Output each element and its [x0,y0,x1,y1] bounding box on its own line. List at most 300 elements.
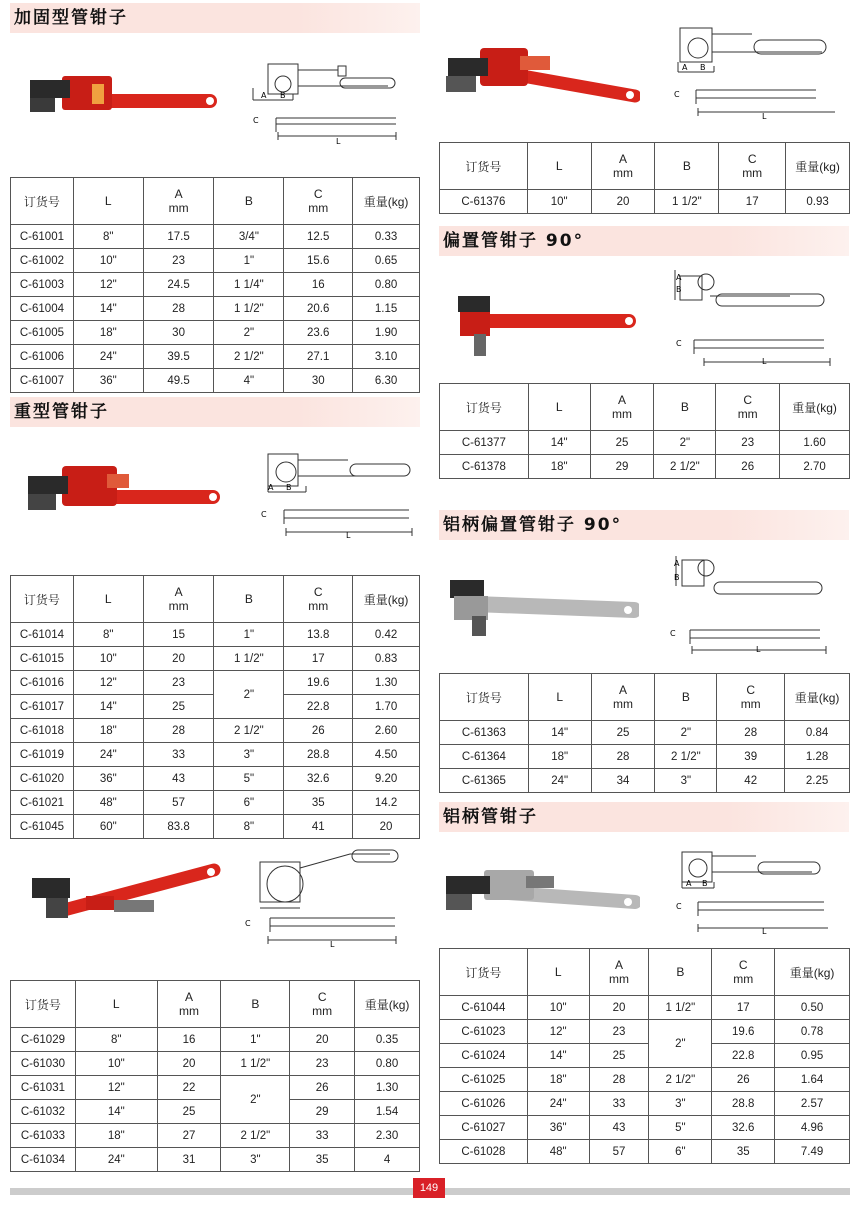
table-row [11,321,420,345]
cell-a: 31 [157,1148,221,1172]
cell-l: 14" [528,721,591,745]
cell-c: 26 [284,719,353,743]
cell-a: 22 [157,1076,221,1100]
label-b: B [286,483,292,492]
table-row [11,743,420,767]
cell-a: 16 [157,1028,221,1052]
cell-order-no: C-61376 [440,190,528,214]
cell-weight: 0.95 [775,1044,850,1068]
col-a: A mm [143,178,214,225]
cell-l: 18" [73,321,143,345]
label-a: A [268,483,274,492]
cell-b: 2" [649,1020,712,1068]
cell-a: 17.5 [143,225,214,249]
cell-weight: 2.70 [780,455,850,479]
cell-b: 1 1/2" [649,996,712,1020]
wrench-red-straight-image [22,68,222,128]
table-row [11,273,420,297]
label-b: B [702,879,708,888]
cell-a: 83.8 [143,815,214,839]
table-row [440,190,850,214]
col-a: A mm [143,576,214,623]
cell-c: 26 [712,1068,775,1092]
cell-order-no: C-61032 [11,1100,76,1124]
dimension-diagram [670,268,835,366]
dimension-diagram [674,842,834,936]
cell-c: 15.6 [284,249,353,273]
col-c: C mm [717,674,785,721]
cell-weight: 20 [353,815,420,839]
cell-b: 2 1/2" [214,345,284,369]
table-row [11,671,420,695]
cell-l: 14" [528,431,590,455]
cell-weight: 0.83 [353,647,420,671]
wrench-red-offset-image [24,860,224,932]
col-b: B [214,178,284,225]
col-b: B [654,384,716,431]
label-a: A [674,559,680,568]
table-row [11,345,420,369]
cell-l: 10" [73,249,143,273]
cell-l: 14" [73,695,143,719]
col-order-no: 订货号 [440,384,529,431]
cell-a: 15 [143,623,214,647]
wrench-red-offset90-image [448,290,643,360]
cell-c: 35 [290,1148,355,1172]
section-title-offset90: 偏置管钳子 90° [439,226,849,256]
cell-l: 48" [73,791,143,815]
cell-a: 23 [143,249,214,273]
cell-a: 28 [143,297,214,321]
cell-l: 36" [73,369,143,393]
cell-order-no: C-61024 [440,1044,528,1068]
table-row [11,791,420,815]
dimension-diagram [258,448,418,540]
cell-order-no: C-61026 [440,1092,528,1116]
cell-b: 5" [214,767,284,791]
col-c: C mm [719,143,786,190]
cell-c: 27.1 [284,345,353,369]
cell-b: 2 1/2" [655,745,717,769]
cell-order-no: C-61028 [440,1140,528,1164]
label-l: L [762,927,767,936]
wrench-red-heavy-image [22,462,222,524]
cell-a: 49.5 [143,369,214,393]
cell-order-no: C-61029 [11,1028,76,1052]
cell-weight: 1.30 [355,1076,420,1100]
table-row [11,719,420,743]
col-b: B [655,143,719,190]
label-c: C [674,90,680,99]
cell-a: 33 [589,1092,649,1116]
cell-b: 1" [214,623,284,647]
table-row [440,996,850,1020]
cell-order-no: C-61030 [11,1052,76,1076]
cell-a: 43 [143,767,214,791]
cell-order-no: C-61015 [11,647,74,671]
table-row [11,815,420,839]
cell-order-no: C-61045 [11,815,74,839]
cell-b: 2 1/2" [649,1068,712,1092]
col-l: L [528,384,590,431]
label-b: B [676,285,682,294]
col-l: L [528,674,591,721]
cell-b: 2" [655,721,717,745]
cell-b: 2 1/2" [221,1124,290,1148]
cell-c: 30 [284,369,353,393]
cell-weight: 0.65 [353,249,420,273]
cell-order-no: C-61005 [11,321,74,345]
cell-weight: 0.42 [353,623,420,647]
cell-a: 33 [143,743,214,767]
cell-a: 25 [157,1100,221,1124]
page-number: 149 [413,1178,445,1198]
cell-weight: 1.15 [353,297,420,321]
cell-b: 2" [654,431,716,455]
cell-c: 20 [290,1028,355,1052]
spec-table-alu-offset90 [439,673,850,793]
table-row [11,623,420,647]
table-row [11,1148,420,1172]
cell-weight: 1.54 [355,1100,420,1124]
dimension-diagram [240,848,402,948]
col-c: C mm [284,178,353,225]
spec-table-reinforced [10,177,420,393]
cell-order-no: C-61006 [11,345,74,369]
cell-l: 36" [527,1116,589,1140]
table-row [440,1020,850,1044]
cell-a: 25 [143,695,214,719]
label-b: B [674,573,680,582]
col-l: L [527,949,589,996]
col-order-no: 订货号 [440,949,528,996]
label-a: A [676,273,682,282]
cell-l: 12" [527,1020,589,1044]
cell-b: 5" [649,1116,712,1140]
cell-weight: 7.49 [775,1140,850,1164]
table-row [11,767,420,791]
table-row [11,1076,420,1100]
col-l: L [73,576,143,623]
cell-l: 18" [527,1068,589,1092]
col-order-no: 订货号 [11,178,74,225]
table-row [11,225,420,249]
cell-c: 32.6 [284,767,353,791]
col-weight: 重量(kg) [780,384,850,431]
cell-c: 17 [719,190,786,214]
cell-b: 2 1/2" [214,719,284,743]
cell-l: 10" [75,1052,157,1076]
cell-order-no: C-61034 [11,1148,76,1172]
cell-weight: 1.30 [353,671,420,695]
cell-l: 14" [75,1100,157,1124]
cell-order-no: C-61014 [11,623,74,647]
cell-a: 24.5 [143,273,214,297]
section-title-alu: 铝柄管钳子 [439,802,849,832]
cell-c: 22.8 [284,695,353,719]
cell-weight: 4 [355,1148,420,1172]
col-weight: 重量(kg) [353,576,420,623]
cell-order-no: C-61033 [11,1124,76,1148]
cell-weight: 0.35 [355,1028,420,1052]
cell-a: 20 [157,1052,221,1076]
col-c: C mm [716,384,780,431]
cell-l: 24" [527,1092,589,1116]
cell-b: 1" [214,249,284,273]
cell-l: 8" [73,225,143,249]
label-l: L [762,357,767,366]
table-row [440,431,850,455]
cell-b: 6" [649,1140,712,1164]
cell-a: 29 [590,455,654,479]
col-b: B [221,981,290,1028]
col-c: C mm [290,981,355,1028]
cell-weight: 1.90 [353,321,420,345]
col-a: A mm [591,143,655,190]
cell-order-no: C-61017 [11,695,74,719]
cell-c: 42 [717,769,785,793]
cell-c: 23 [290,1052,355,1076]
dimension-diagram [670,20,835,120]
cell-c: 39 [717,745,785,769]
col-order-no: 订货号 [440,143,528,190]
cell-a: 25 [589,1044,649,1068]
cell-order-no: C-61018 [11,719,74,743]
col-l: L [75,981,157,1028]
cell-a: 23 [589,1020,649,1044]
cell-weight: 9.20 [353,767,420,791]
table-row [11,297,420,321]
cell-c: 35 [712,1140,775,1164]
cell-b: 1 1/4" [214,273,284,297]
cell-weight: 0.33 [353,225,420,249]
cell-c: 23 [716,431,780,455]
cell-b: 3" [221,1148,290,1172]
cell-order-no: C-61364 [440,745,529,769]
spec-table-alu [439,948,850,1164]
cell-b: 2 1/2" [654,455,716,479]
dimension-diagram [248,56,400,146]
cell-a: 57 [143,791,214,815]
col-c: C mm [284,576,353,623]
cell-c: 16 [284,273,353,297]
cell-a: 57 [589,1140,649,1164]
cell-c: 13.8 [284,623,353,647]
cell-order-no: C-61003 [11,273,74,297]
table-row [11,1052,420,1076]
cell-c: 19.6 [712,1020,775,1044]
cell-b: 8" [214,815,284,839]
spec-table-heavy [10,575,420,839]
cell-a: 27 [157,1124,221,1148]
col-b: B [214,576,284,623]
cell-l: 14" [73,297,143,321]
cell-weight: 6.30 [353,369,420,393]
cell-a: 20 [143,647,214,671]
table-row [11,369,420,393]
cell-a: 43 [589,1116,649,1140]
cell-weight: 4.96 [775,1116,850,1140]
cell-order-no: C-61025 [440,1068,528,1092]
col-weight: 重量(kg) [785,674,850,721]
cell-weight: 3.10 [353,345,420,369]
cell-b: 2" [214,321,284,345]
cell-order-no: C-61377 [440,431,529,455]
label-a: A [682,63,688,72]
table-row [440,745,850,769]
cell-a: 20 [591,190,655,214]
cell-l: 18" [73,719,143,743]
cell-l: 24" [73,345,143,369]
cell-c: 28.8 [284,743,353,767]
cell-l: 12" [73,671,143,695]
cell-weight: 2.25 [785,769,850,793]
table-row [440,1140,850,1164]
cell-weight: 0.80 [353,273,420,297]
cell-order-no: C-61019 [11,743,74,767]
cell-b: 1 1/2" [221,1052,290,1076]
cell-c: 23.6 [284,321,353,345]
spec-table-single [439,142,850,214]
cell-order-no: C-61007 [11,369,74,393]
cell-b: 1 1/2" [214,297,284,321]
label-c: C [676,902,682,911]
cell-weight: 0.84 [785,721,850,745]
cell-a: 23 [143,671,214,695]
cell-a: 28 [589,1068,649,1092]
wrench-aluminum-offset90-image [444,574,639,646]
col-l: L [527,143,591,190]
table-row [440,769,850,793]
cell-weight: 2.60 [353,719,420,743]
cell-l: 8" [75,1028,157,1052]
col-a: A mm [589,949,649,996]
table-row [11,647,420,671]
cell-b: 6" [214,791,284,815]
cell-l: 48" [527,1140,589,1164]
table-row [440,1092,850,1116]
cell-weight: 0.50 [775,996,850,1020]
cell-l: 8" [73,623,143,647]
cell-c: 17 [284,647,353,671]
section-title-alu-offset90: 铝柄偏置管钳子 90° [439,510,849,540]
cell-c: 17 [712,996,775,1020]
cell-a: 28 [591,745,655,769]
table-row [11,249,420,273]
cell-b: 1 1/2" [214,647,284,671]
col-weight: 重量(kg) [353,178,420,225]
cell-weight: 0.93 [786,190,850,214]
cell-b: 2" [221,1076,290,1124]
label-l: L [346,531,351,540]
cell-weight: 2.30 [355,1124,420,1148]
cell-weight: 1.70 [353,695,420,719]
cell-b: 2" [214,671,284,719]
label-a: A [686,879,692,888]
cell-c: 22.8 [712,1044,775,1068]
cell-l: 14" [527,1044,589,1068]
label-l: L [330,940,335,948]
cell-c: 20.6 [284,297,353,321]
label-b: B [280,91,286,100]
cell-l: 24" [528,769,591,793]
col-l: L [73,178,143,225]
section-title-heavy: 重型管钳子 [10,397,420,427]
cell-order-no: C-61044 [440,996,528,1020]
cell-order-no: C-61016 [11,671,74,695]
cell-l: 60" [73,815,143,839]
label-c: C [245,919,251,928]
wrench-aluminum-straight-image [440,862,640,922]
cell-weight: 4.50 [353,743,420,767]
label-l: L [756,645,761,654]
cell-c: 35 [284,791,353,815]
cell-c: 26 [716,455,780,479]
cell-order-no: C-61021 [11,791,74,815]
cell-weight: 1.60 [780,431,850,455]
col-order-no: 订货号 [440,674,529,721]
label-a: A [261,91,267,100]
cell-b: 3" [649,1092,712,1116]
cell-b: 1 1/2" [655,190,719,214]
cell-l: 24" [75,1148,157,1172]
cell-c: 41 [284,815,353,839]
cell-order-no: C-61020 [11,767,74,791]
cell-a: 39.5 [143,345,214,369]
table-row [440,721,850,745]
cell-c: 29 [290,1100,355,1124]
cell-c: 32.6 [712,1116,775,1140]
cell-l: 12" [73,273,143,297]
section-title-reinforced: 加固型管钳子 [10,3,420,33]
cell-b: 3" [214,743,284,767]
cell-weight: 1.28 [785,745,850,769]
label-c: C [261,510,267,519]
col-weight: 重量(kg) [355,981,420,1028]
cell-order-no: C-61002 [11,249,74,273]
label-c: C [670,629,676,638]
table-row [11,1100,420,1124]
table-row [440,1116,850,1140]
cell-l: 10" [73,647,143,671]
cell-c: 26 [290,1076,355,1100]
cell-order-no: C-61031 [11,1076,76,1100]
cell-b: 1" [221,1028,290,1052]
col-order-no: 订货号 [11,576,74,623]
cell-order-no: C-61365 [440,769,529,793]
cell-c: 19.6 [284,671,353,695]
cell-c: 12.5 [284,225,353,249]
col-c: C mm [712,949,775,996]
col-a: A mm [590,384,654,431]
cell-weight: 0.80 [355,1052,420,1076]
cell-a: 20 [589,996,649,1020]
cell-a: 25 [590,431,654,455]
wrench-red-straight-image [440,36,640,106]
col-order-no: 订货号 [11,981,76,1028]
cell-a: 34 [591,769,655,793]
label-l: L [762,112,767,120]
cell-c: 28 [717,721,785,745]
cell-l: 10" [527,190,591,214]
cell-l: 18" [528,745,591,769]
col-b: B [649,949,712,996]
col-b: B [655,674,717,721]
label-c: C [676,339,682,348]
cell-weight: 1.64 [775,1068,850,1092]
cell-b: 4" [214,369,284,393]
cell-order-no: C-61027 [440,1116,528,1140]
